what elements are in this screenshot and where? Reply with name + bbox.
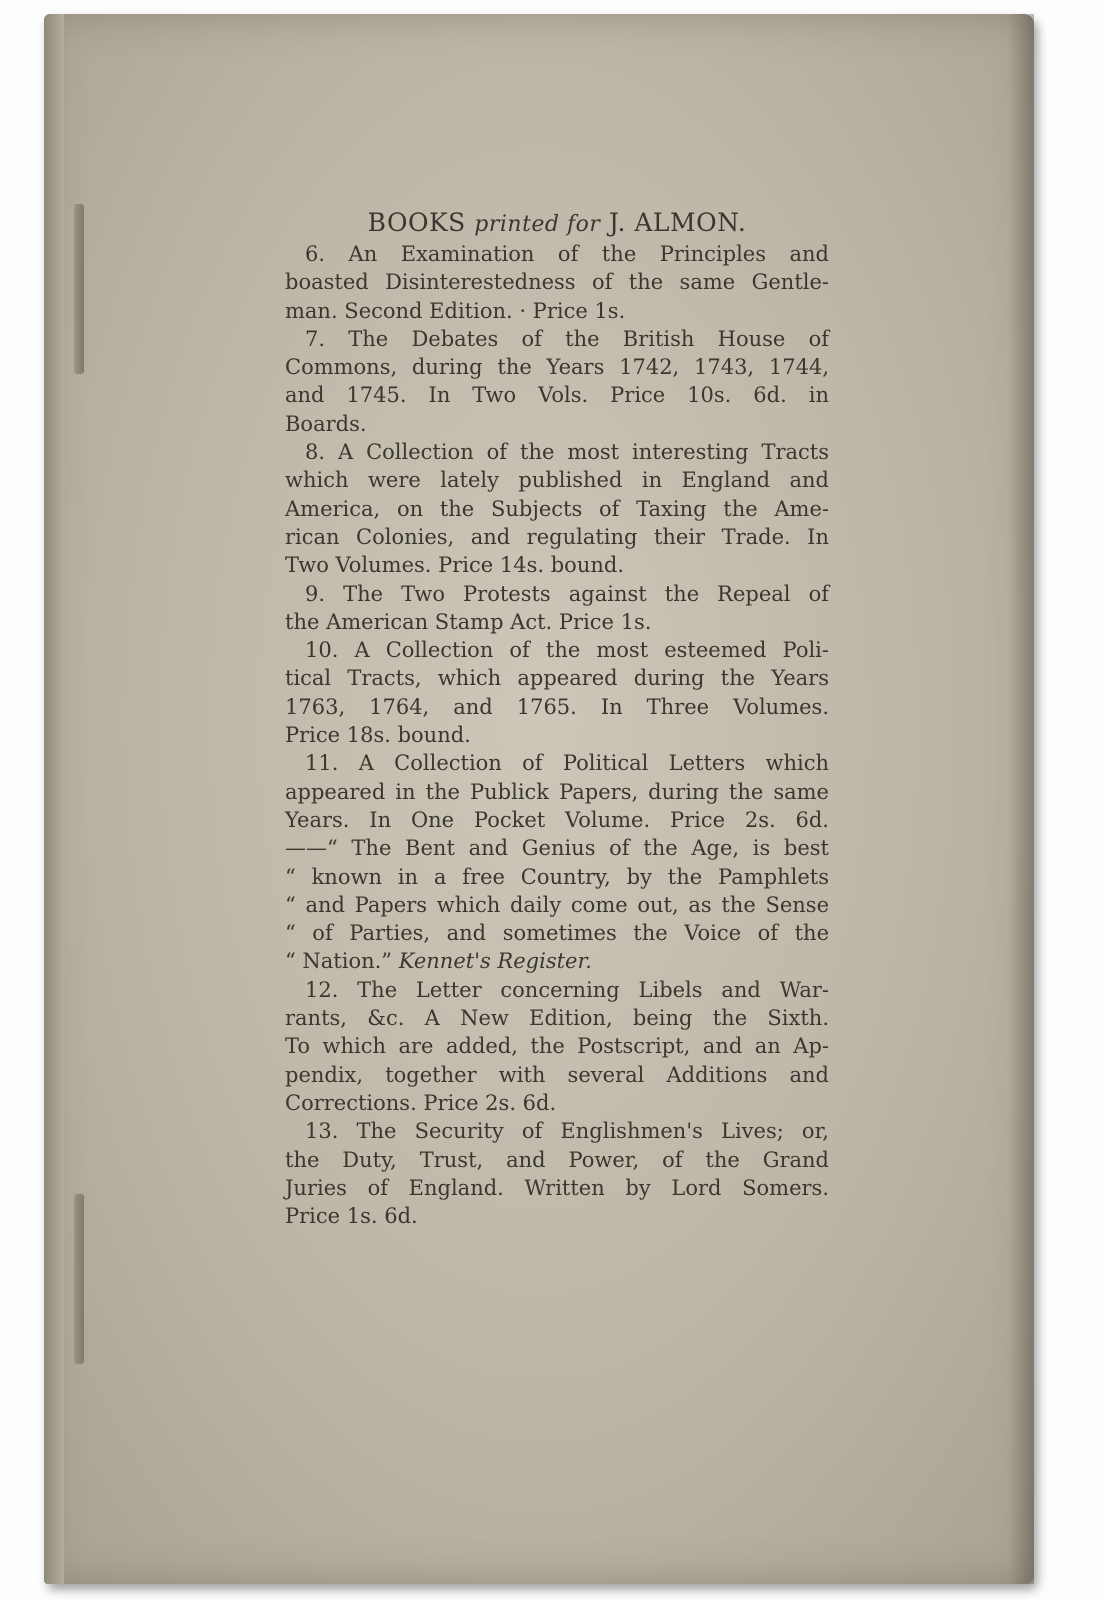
text-line-content: man. Second Edition. · Price 1s. xyxy=(285,298,626,323)
text-line-content: 1763, 1764, and 1765. In Three Volumes. xyxy=(285,694,829,719)
heading-italic: printed for xyxy=(474,212,601,237)
text-line xyxy=(285,495,829,523)
book-list xyxy=(285,240,829,1230)
text-line-content: ——“ The Bent and Genius of the Age, is best xyxy=(285,836,829,861)
text-line-content: rants, &c. A New Edition, being the Sixth. xyxy=(285,1006,829,1031)
text-line-content: “ and Papers which daily come out, as the Sense xyxy=(285,892,829,917)
text-line xyxy=(285,749,829,777)
text-line xyxy=(285,1089,829,1117)
text-line-content: Price 18s. bound. xyxy=(285,723,471,748)
binding-stitch xyxy=(74,204,84,374)
text-line xyxy=(285,438,829,466)
text-line xyxy=(285,1174,829,1202)
text-line-content: Juries of England. Written by Lord Somers. xyxy=(285,1175,829,1200)
text-line xyxy=(285,523,829,551)
text-line-content: 10. A Collection of the most esteemed Poli- xyxy=(305,638,829,663)
text-line xyxy=(285,1061,829,1089)
text-line xyxy=(285,580,829,608)
text-line xyxy=(285,976,829,1004)
text-line-content: Corrections. Price 2s. 6d. xyxy=(285,1090,557,1115)
text-line-content: 6. An Examination of the Principles and xyxy=(305,242,829,266)
text-line xyxy=(285,636,829,664)
citation: Kennet's Register. xyxy=(398,949,592,974)
binding-stitch xyxy=(74,1194,84,1364)
text-line xyxy=(285,551,829,579)
text-line-content: pendix, together with several Additions and xyxy=(285,1062,829,1087)
text-line-content: 7. The Debates of the British House of xyxy=(305,326,829,351)
text-line xyxy=(285,693,829,721)
text-line xyxy=(285,1004,829,1032)
text-line xyxy=(285,466,829,494)
text-line-content: 13. The Security of Englishmen's Lives; or, xyxy=(305,1119,829,1144)
text-line xyxy=(285,325,829,353)
text-line xyxy=(285,240,829,268)
text-line xyxy=(285,1032,829,1060)
text-line xyxy=(285,381,829,409)
text-line xyxy=(285,608,829,636)
text-line xyxy=(285,353,829,381)
text-line-content: and 1745. In Two Vols. Price 10s. 6d. in xyxy=(285,383,829,408)
text-block xyxy=(285,208,829,1230)
text-line xyxy=(285,863,829,891)
text-line-content: appeared in the Publick Papers, during the same xyxy=(285,779,829,804)
text-line-content: rican Colonies, and regulating their Trade. In xyxy=(285,524,829,549)
text-line-content: 12. The Letter concerning Libels and War- xyxy=(305,977,829,1002)
text-line-content: tical Tracts, which appeared during the Years xyxy=(285,666,829,691)
text-line xyxy=(285,919,829,947)
text-line-content: 11. A Collection of Political Letters which xyxy=(305,751,829,776)
text-line-content: Boards. xyxy=(285,411,367,436)
text-line xyxy=(285,410,829,438)
page-heading xyxy=(285,208,829,237)
text-line xyxy=(285,891,829,919)
text-line-content: To which are added, the Postscript, and an Ap- xyxy=(285,1034,829,1059)
text-line xyxy=(285,268,829,296)
text-line-content: the American Stamp Act. Price 1s. xyxy=(285,609,652,634)
text-line-content: boasted Disinterestedness of the same Gentle- xyxy=(285,270,829,295)
text-line-content: Years. In One Pocket Volume. Price 2s. 6d. xyxy=(285,807,829,832)
heading-main: BOOKS xyxy=(367,208,466,237)
text-line xyxy=(285,947,829,975)
text-line xyxy=(285,834,829,862)
text-line-content: “ known in a free Country, by the Pamphlets xyxy=(285,864,829,889)
text-line xyxy=(285,721,829,749)
text-line-content: 8. A Collection of the most interesting Tracts xyxy=(305,440,829,465)
text-line xyxy=(285,806,829,834)
text-line-content: Price 1s. 6d. xyxy=(285,1204,418,1229)
text-line-content: “ of Parties, and sometimes the Voice of the xyxy=(285,921,829,946)
heading-name: J. ALMON. xyxy=(608,208,747,237)
text-line xyxy=(285,1146,829,1174)
text-line xyxy=(285,1202,829,1230)
text-line-content: 9. The Two Protests against the Repeal of xyxy=(305,581,829,606)
text-line-content: “ Nation.” xyxy=(285,949,393,974)
text-line xyxy=(285,664,829,692)
text-line xyxy=(285,1117,829,1145)
text-line-content: Two Volumes. Price 14s. bound. xyxy=(285,553,624,578)
text-line-content: Commons, during the Years 1742, 1743, 1744, xyxy=(285,355,829,380)
text-line-content: the Duty, Trust, and Power, of the Grand xyxy=(285,1147,829,1172)
text-line-content: America, on the Subjects of Taxing the Ame- xyxy=(285,496,829,521)
text-line-content: which were lately published in England and xyxy=(285,468,829,493)
text-line xyxy=(285,778,829,806)
text-line xyxy=(285,297,829,325)
